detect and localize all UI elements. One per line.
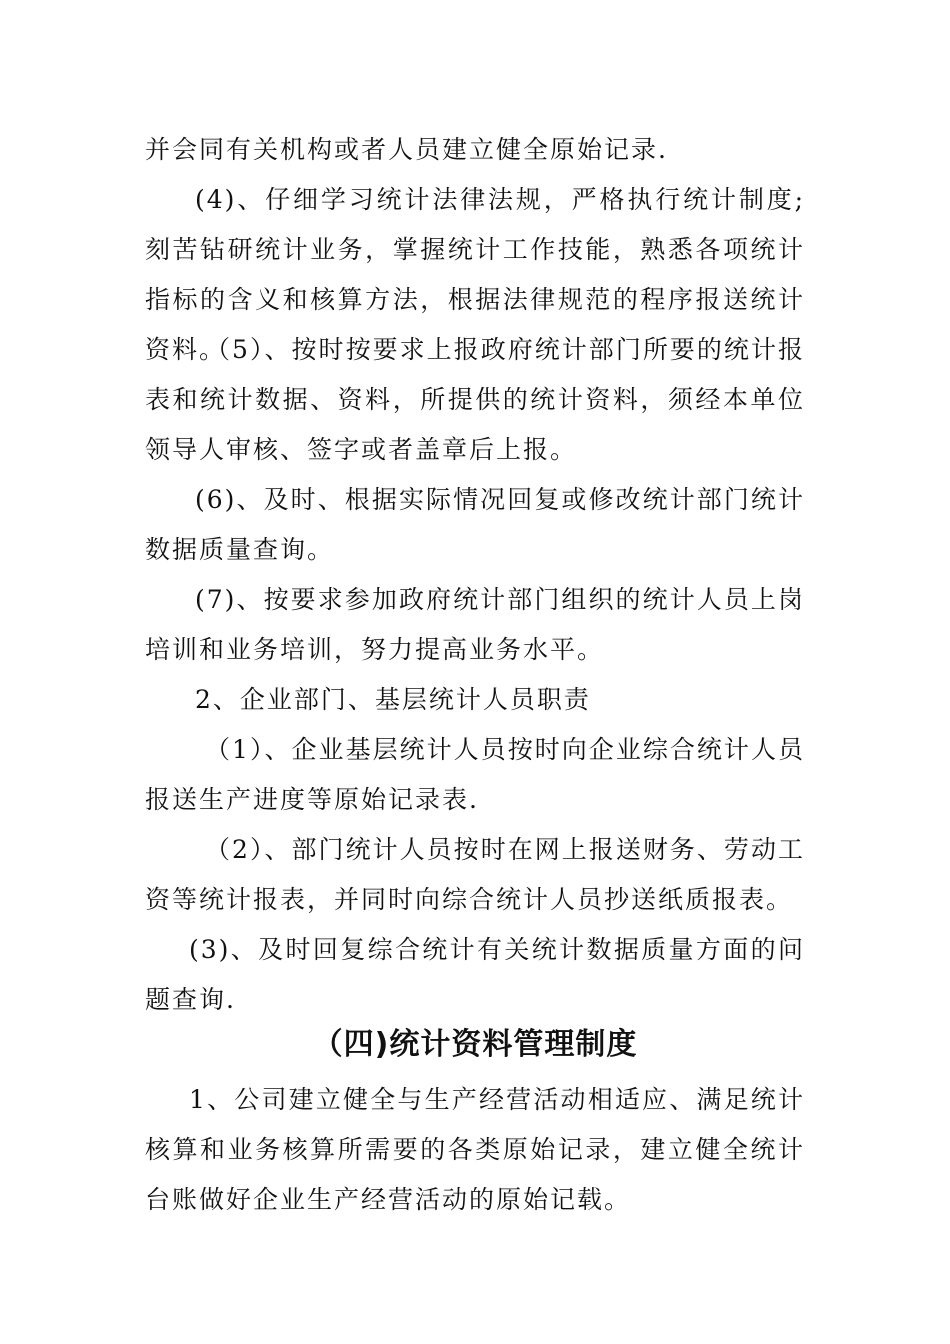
subheading-department-duties: 2、企业部门、基层统计人员职责 xyxy=(195,685,591,714)
section-heading: （四)统计资料管理制度 xyxy=(312,1027,638,1062)
paragraph-item-6: (6)、及时、根据实际情况回复或修改统计部门统计数据质量查询。 xyxy=(145,485,805,564)
paragraph-section-1: 1、公司建立健全与生产经营活动相适应、满足统计核算和业务核算所需要的各类原始记录，建立健全统计台账做好企业生产经营活动的原始记载。 xyxy=(145,1085,805,1214)
paragraph-item-4: (4)、仔细学习统计法律法规，严格执行统计制度;刻苦钻研统计业务，掌握统计工作技能，熟悉各项统计指标的含义和核算方法，根据法律规范的程序报送统计资料。 xyxy=(145,185,805,364)
paragraph-duty-1: （1）、企业基层统计人员按时向企业综合统计人员报送生产进度等原始记录表. xyxy=(145,735,805,814)
paragraph-continuation: 并会同有关机构或者人员建立健全原始记录. xyxy=(145,135,668,164)
paragraph-item-7: (7)、按要求参加政府统计部门组织的统计人员上岗培训和业务培训，努力提高业务水平。 xyxy=(145,585,805,664)
paragraph-duty-2: （2）、部门统计人员按时在网上报送财务、劳动工资等统计报表，并同时向综合统计人员抄送纸质报表。 xyxy=(145,835,805,914)
paragraph-duty-3: (3)、及时回复综合统计有关统计数据质量方面的问题查询. xyxy=(145,935,805,1014)
paragraph-item-5: （5）、按时按要求上报政府统计部门所要的统计报表和统计数据、资料，所提供的统计资料，须经本单位领导人审核、签字或者盖章后上报。 xyxy=(145,335,805,464)
